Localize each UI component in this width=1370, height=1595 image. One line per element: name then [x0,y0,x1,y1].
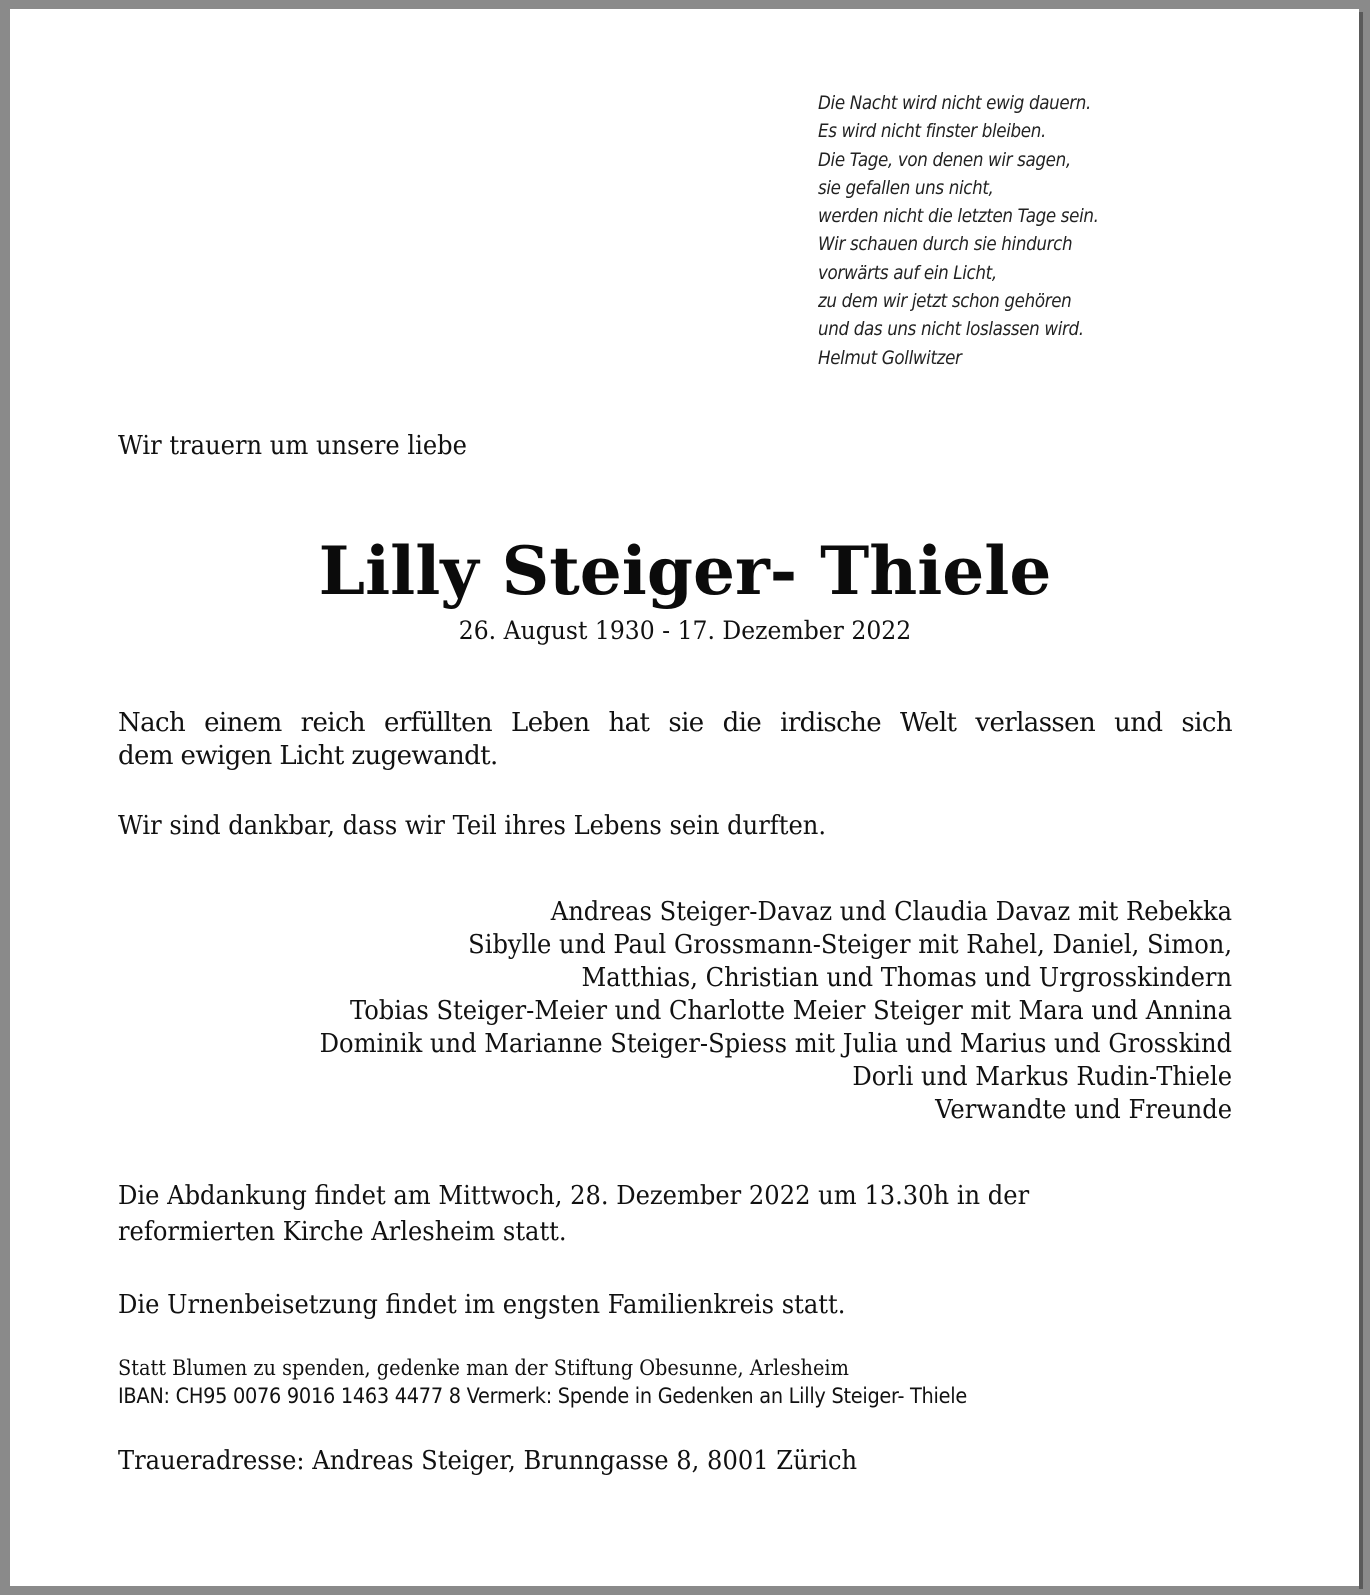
poem-author: Helmut Gollwitzer [818,346,962,369]
paragraph-gratitude: Wir sind dankbar, dass wir Teil ihres Lebens sein durften. [118,811,827,841]
family-line: Tobias Steiger-Meier und Charlotte Meier Steiger mit Mara und Annina [349,996,1232,1026]
family-line: Dominik und Marianne Steiger-Spiess mit Julia und Marius und Grosskind [319,1029,1232,1059]
poem-line: Es wird nicht finster bleiben. [818,120,1046,143]
poem-line: Wir schauen durch sie hindurch [818,233,1073,256]
poem-line: werden nicht die letzten Tage sein. [818,205,1099,228]
donation-iban: IBAN: CH95 0076 9016 1463 4477 8 Vermerk: Spende in Gedenken an Lilly Steiger- Thiele [118,1384,967,1408]
poem-line: Die Tage, von denen wir sagen, [818,148,1071,171]
poem-line: Die Nacht wird nicht ewig dauern. [818,92,1092,114]
family-line: Andreas Steiger-Davaz und Claudia Davaz mit Rebekka [550,897,1232,927]
donation-notice [118,1354,967,1410]
page-shadow [1359,12,1363,1589]
ceremony-line: reformierten Kirche Arlesheim statt. [118,1217,567,1247]
family-line: Sibylle und Paul Grossmann-Steiger mit Rahel, Daniel, Simon, [468,930,1233,960]
intro-text: Wir trauern um unsere liebe [118,431,467,461]
family-list [251,896,1232,1127]
paragraph-line: dem ewigen Licht zugewandt. [118,741,498,771]
poem-line: und das uns nicht loslassen wird. [818,318,1084,341]
paragraph-life [118,707,1232,773]
life-dates: 26. August 1930 - 17. Dezember 2022 [458,616,912,645]
poem-line: zu dem wir jetzt schon gehören [818,290,1072,313]
donation-line: Statt Blumen zu spenden, gedenke man der Stiftung Obesunne, Arlesheim [118,1356,849,1380]
deceased-name: Lilly Steiger- Thiele [318,532,1052,610]
ceremony-notice [118,1178,1029,1250]
family-line: Dorli und Markus Rudin-Thiele [852,1062,1232,1092]
paragraph-line: Nach einem reich erfüllten Leben hat sie die irdische Welt verlassen und sich [118,708,1232,738]
family-line: Verwandte und Freunde [935,1095,1232,1125]
poem-line: sie gefallen uns nicht, [818,176,994,199]
mourning-address: Traueradresse: Andreas Steiger, Brunngasse 8, 8001 Zürich [118,1446,858,1476]
urn-notice: Die Urnenbeisetzung findet im engsten Familienkreis statt. [118,1290,846,1320]
poem-line: vorwärts auf ein Licht, [818,261,997,284]
ceremony-line: Die Abdankung findet am Mittwoch, 28. Dezember 2022 um 13.30h in der [118,1181,1030,1211]
poem-block [818,89,1205,372]
family-line: Matthias, Christian und Thomas und Urgrosskindern [581,963,1232,993]
